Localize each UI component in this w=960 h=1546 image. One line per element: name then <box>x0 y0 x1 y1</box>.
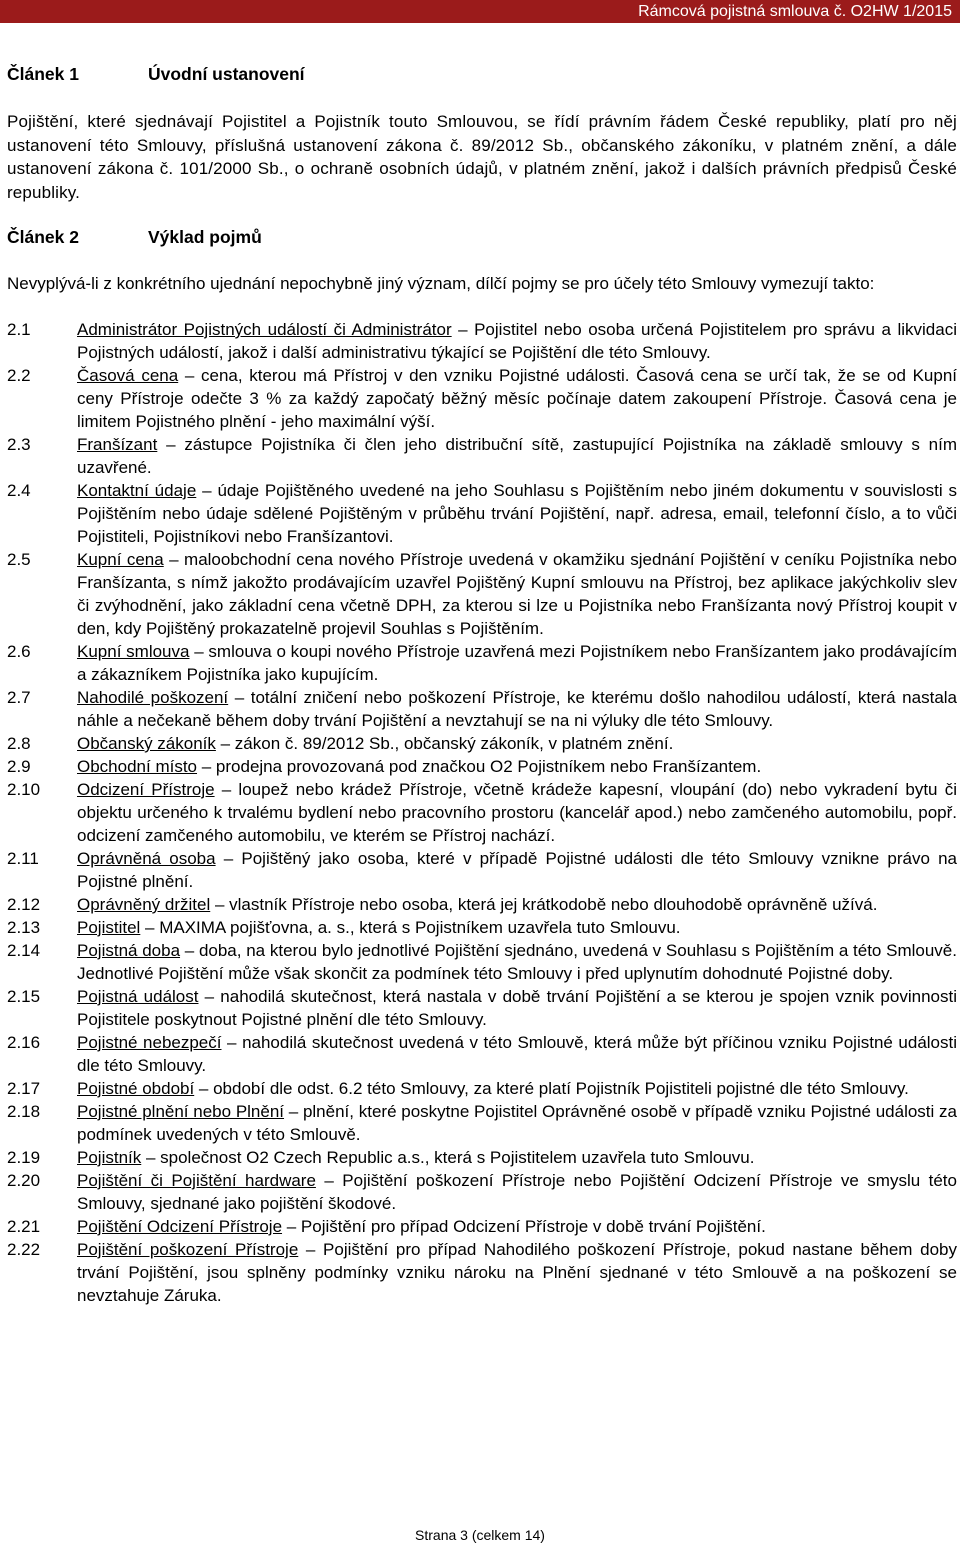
definition-number: 2.3 <box>7 435 31 454</box>
definition-item <box>7 640 957 686</box>
definition-term: Kupní smlouva <box>77 642 190 661</box>
definition-term: Pojistná doba <box>77 941 181 960</box>
definition-body: – společnost O2 Czech Republic a.s., která s Pojistitelem uzavřela tuto Smlouvu. <box>141 1148 755 1167</box>
definition-item <box>7 1238 957 1307</box>
definition-text <box>77 433 957 479</box>
definition-number: 2.20 <box>7 1171 41 1190</box>
definition-term: Pojištění poškození Přístroje <box>77 1240 299 1259</box>
definition-text <box>77 755 957 778</box>
definition-text <box>77 318 957 364</box>
definition-item <box>7 433 957 479</box>
definition-item <box>7 686 957 732</box>
article-2-title: Výklad pojmů <box>148 227 262 247</box>
definition-body: – maloobchodní cena nového Přístroje uvedená v okamžiku sjednání Pojištění v ceníku Pojistníka nebo Franšízanta, s nímž jakožto prodávajícím uzavřel Pojištěný Kupní smlouvu na Přístroj, bez aplikace jakýchkoliv slev či zvýhodnění, jako základní cena včetně DPH, za kterou si lze u Pojistníka nebo Franšízanta nový Přístroj koupit v den, kdy Pojištěný prokazatelně projevil Souhlas s Pojištěním. <box>77 550 957 638</box>
definition-item <box>7 893 957 916</box>
definition-item <box>7 778 957 847</box>
definition-term: Časová cena <box>77 366 179 385</box>
definitions-list <box>7 318 957 1307</box>
definition-item <box>7 755 957 778</box>
definition-number: 2.2 <box>7 366 31 385</box>
definition-body: – zákon č. 89/2012 Sb., občanský zákoník, v platném znění. <box>215 734 674 753</box>
definition-number: 2.18 <box>7 1102 41 1121</box>
definition-body: – Pojištění pro případ Nahodilého poškození Přístroje, pokud nastane během doby trvání Pojištění, jsou splněny podmínky vzniku nároku na Plnění sjednané v této Smlouvě a na poškození se nevztahuje Záruka. <box>77 1240 957 1305</box>
definition-text <box>77 985 957 1031</box>
definition-body: – Pojistitel nebo osoba určená Pojistitelem pro správu a likvidaci Pojistných událostí, jakož i další administrativu týkající se Pojištění dle této Smlouvy. <box>77 320 957 362</box>
definition-item <box>7 916 957 939</box>
definition-text <box>77 1077 957 1100</box>
definition-term: Oprávněný držitel <box>77 895 211 914</box>
definition-term: Obchodní místo <box>77 757 198 776</box>
definition-term: Kupní cena <box>77 550 164 569</box>
definition-number: 2.1 <box>7 320 31 339</box>
article-1-text: Pojištění, které sjednávají Pojistitel a Pojistník touto Smlouvou, se řídí právním řádem České republiky, platí pro něj ustanovení této Smlouvy, příslušná ustanovení zákona č. 89/2012 Sb., občanského zákoníku, v platném znění, a dále ustanovení zákona č. 101/2000 Sb., o ochraně osobních údajů, v platném znění, jakož i dalších právních předpisů České republiky. <box>7 112 957 202</box>
definition-number: 2.15 <box>7 987 41 1006</box>
definition-term: Pojištění Odcizení Přístroje <box>77 1217 283 1236</box>
definition-body: – totální zničení nebo poškození Přístroje, ke kterému došlo nahodilou událostí, která nastala náhle a nečekaně během doby trvání Pojištění a nevztahují se na ni výluky dle této Smlouvy. <box>77 688 958 730</box>
definition-number: 2.16 <box>7 1033 41 1052</box>
definition-text <box>77 364 957 433</box>
definition-item <box>7 1077 957 1100</box>
definition-item <box>7 939 957 985</box>
definition-body: – smlouva o koupi nového Přístroje uzavřená mezi Pojistníkem nebo Franšízantem jako prodávajícím a zákazníkem Pojistníka jako kupujícím. <box>77 642 958 684</box>
definition-body: – cena, kterou má Přístroj v den vzniku Pojistné události. Časová cena se určí tak, že se od Kupní ceny Přístroje odečte 3 % za každý započatý běžný měsíc počínaje datem zakoupení Přístroje. Časová cena je limitem Pojistného plnění - jeho maximální výší. <box>77 366 957 431</box>
definition-number: 2.6 <box>7 642 31 661</box>
definition-text <box>77 778 957 847</box>
definition-number: 2.21 <box>7 1217 41 1236</box>
article-2-number: Článek 2 <box>7 227 79 247</box>
definition-number: 2.22 <box>7 1240 41 1259</box>
article-1-number: Článek 1 <box>7 64 79 84</box>
definition-number: 2.12 <box>7 895 41 914</box>
definition-text <box>77 1215 957 1238</box>
definition-text <box>77 916 957 939</box>
definition-number: 2.4 <box>7 481 31 500</box>
definition-body: – Pojištěný jako osoba, které v případě Pojistné události dle této Smlouvy vznikne právo na Pojistné plnění. <box>77 849 957 891</box>
definition-item <box>7 318 957 364</box>
definition-term: Oprávněná osoba <box>77 849 216 868</box>
definition-number: 2.8 <box>7 734 31 753</box>
definition-number: 2.11 <box>7 849 39 868</box>
definition-term: Kontaktní údaje <box>77 481 197 500</box>
definition-body: – doba, na kterou bylo jednotlivé Pojištění sjednáno, uvedená v Souhlasu s Pojištěním a této Smlouvě. Jednotlivé Pojištění může však skončit za podmínek této Smlouvy i před uplynutím dohodnuté Pojistné doby. <box>77 941 957 983</box>
definition-item <box>7 1215 957 1238</box>
definition-text <box>77 1238 957 1307</box>
definition-term: Občanský zákoník <box>77 734 216 753</box>
article-2-intro: Nevyplývá-li z konkrétního ujednání nepochybně jiný význam, dílčí pojmy se pro účely této Smlouvy vymezují takto: <box>7 274 875 293</box>
definition-text <box>77 479 957 548</box>
header-title: Rámcová pojistná smlouva č. O2HW 1/2015 <box>638 3 952 20</box>
definition-text <box>77 686 957 732</box>
page-number: Strana 3 (celkem 14) <box>415 1527 545 1543</box>
definition-body: – údaje Pojištěného uvedené na jeho Souhlasu s Pojištěním nebo jiném dokumentu v souvislosti s Pojištěním nebo údaje sdělené Pojištěným v průběhu trvání Pojištění, např. adresa, email, telefonní číslo, a to vůči Pojistiteli, Pojistníkovi nebo Franšízantovi. <box>77 481 957 546</box>
definition-item <box>7 1146 957 1169</box>
definition-number: 2.17 <box>7 1079 41 1098</box>
definition-body: – vlastník Přístroje nebo osoba, která jej krátkodobě nebo dlouhodobě oprávněně užívá. <box>210 895 878 914</box>
definition-term: Nahodilé poškození <box>77 688 229 707</box>
definition-item <box>7 847 957 893</box>
definition-number: 2.13 <box>7 918 41 937</box>
definition-body: – Pojištění pro případ Odcizení Přístroje v době trvání Pojištění. <box>282 1217 766 1236</box>
definition-text <box>77 1169 957 1215</box>
definition-number: 2.9 <box>7 757 31 776</box>
definition-body: – nahodilá skutečnost, která nastala v době trvání Pojištění a se kterou je spojen vznik povinnosti Pojistitele poskytnout Pojistné plnění dle této Smlouvy. <box>77 987 957 1029</box>
definition-item <box>7 479 957 548</box>
definition-term: Franšízant <box>77 435 158 454</box>
definition-number: 2.10 <box>7 780 41 799</box>
definition-term: Pojistník <box>77 1148 142 1167</box>
definition-term: Pojistná událost <box>77 987 199 1006</box>
page-header <box>0 0 960 23</box>
definition-item <box>7 985 957 1031</box>
definition-body: – plnění, které poskytne Pojistitel Oprávněné osobě v případě vzniku Pojistné události za podmínek uvedených v této Smlouvě. <box>77 1102 957 1144</box>
definition-text <box>77 548 957 640</box>
definition-text <box>77 1031 957 1077</box>
definition-term: Pojistné plnění nebo Plnění <box>77 1102 285 1121</box>
definition-text <box>77 640 957 686</box>
definition-body: – období dle odst. 6.2 této Smlouvy, za které platí Pojistník Pojistiteli pojistné dle této Smlouvy. <box>194 1079 909 1098</box>
definition-item <box>7 732 957 755</box>
article-1-title: Úvodní ustanovení <box>148 64 305 84</box>
definition-body: – nahodilá skutečnost uvedená v této Smlouvě, která může být příčinou vzniku Pojistné události dle této Smlouvy. <box>77 1033 958 1075</box>
definition-text <box>77 847 957 893</box>
definition-term: Pojistitel <box>77 918 141 937</box>
definition-term: Pojištění či Pojištění hardware <box>77 1171 316 1190</box>
definition-number: 2.19 <box>7 1148 41 1167</box>
page-footer <box>0 1527 960 1543</box>
definition-body: – Pojištění poškození Přístroje nebo Pojištění Odcizení Přístroje ve smyslu této Smlouvy, sjednané jako pojištění škodové. <box>77 1171 957 1213</box>
definition-item <box>7 364 957 433</box>
definition-number: 2.7 <box>7 688 31 707</box>
definition-body: – loupež nebo krádež Přístroje, včetně krádeže kapesní, vloupání (do) nebo vykradení bytu či objektu určeného k trvalému bydlení nebo pracovního prostoru (kancelář apod.) nebo zamčeného automobilu, popř. odcizení zamčeného automobilu, ve kterém se Přístroj nachází. <box>77 780 957 845</box>
definition-item <box>7 548 957 640</box>
definition-text <box>77 1146 957 1169</box>
definition-number: 2.14 <box>7 941 41 960</box>
definition-term: Odcizení Přístroje <box>77 780 215 799</box>
definition-text <box>77 893 957 916</box>
article-2-heading <box>7 227 262 248</box>
definition-text <box>77 939 957 985</box>
definition-item <box>7 1169 957 1215</box>
definition-term: Administrátor Pojistných událostí či Administrátor <box>77 320 452 339</box>
definition-term: Pojistné nebezpečí <box>77 1033 222 1052</box>
definition-body: – MAXIMA pojišťovna, a. s., která s Pojistníkem uzavřela tuto Smlouvu. <box>140 918 681 937</box>
definition-text <box>77 1100 957 1146</box>
definition-body: – zástupce Pojistníka či člen jeho distribuční sítě, zastupující Pojistníka na základě smlouvy s ním uzavřené. <box>77 435 957 477</box>
article-1-heading <box>7 64 305 85</box>
definition-body: – prodejna provozovaná pod značkou O2 Pojistníkem nebo Franšízantem. <box>197 757 762 776</box>
definition-term: Pojistné období <box>77 1079 195 1098</box>
definition-item <box>7 1100 957 1146</box>
definition-text <box>77 732 957 755</box>
definition-number: 2.5 <box>7 550 31 569</box>
definition-item <box>7 1031 957 1077</box>
